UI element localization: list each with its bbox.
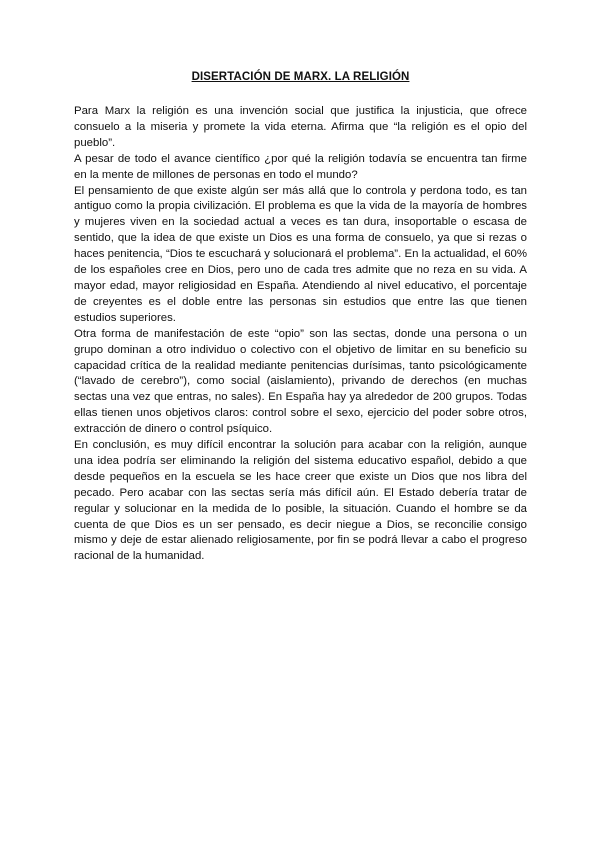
document-page bbox=[74, 70, 527, 565]
paragraph-intro: Para Marx la religión es una invención social que justifica la injusticia, que ofrece consuelo a la miseria y promete la vida eterna. Afirma que “la religión es el opio del pueblo”. bbox=[74, 105, 527, 149]
paragraph-sects: Otra forma de manifestación de este “opio” son las sectas, donde una persona o un grupo dominan a otro individuo o colectivo con el objetivo de limitar en su beneficio su capacidad crítica de la realidad mediante penitencias durísimas, tanto psicológicamente (“lavado de cerebro”), como social (aislamiento), privando de derechos (en muchas sectas una vez que entras, no sales). En España hay ya alrededor de 200 grupos. Todas ellas tienen unos objetivos claros: control sobre el sexo, ejercicio del poder sobre otros, extracción de dinero o control psíquico. bbox=[74, 327, 527, 436]
paragraph-analysis: El pensamiento de que existe algún ser más allá que lo controla y perdona todo, es tan antiguo como la propia civilización. El problema es que la vida de la mayoría de hombres y mujeres viven en la sociedad actual a veces es tan dura, insoportable o escasa de sentido, que la idea de que existe un Dios es una forma de consuelo, ya que si rezas o haces penitencia, “Dios te escuchará y solucionará el problema”. En la actualidad, el 60% de los españoles cree en Dios, pero uno de cada tres admite que no reza en su vida. A mayor edad, mayor religiosidad en España. Atendiendo al nivel educativo, el porcentaje de creyentes es el doble entre las personas sin estudios que entre las que tienen estudios superiores. bbox=[74, 184, 527, 324]
paragraph-conclusion: En conclusión, es muy difícil encontrar la solución para acabar con la religión, aunque una idea podría ser eliminando la religión del sistema educativo español, debido a que desde pequeños en la escuela se les hace creer que existe un Dios que nos libra del pecado. Pero acabar con las sectas sería más difícil aún. El Estado debería tratar de regular y solucionar en la medida de lo posible, la situación. Cuando el hombre se da cuenta de que Dios es un ser pensado, es decir niegue a Dios, se reconcilie consigo mismo y deje de estar alienado religiosamente, por fin se podrá llevar a cabo el progreso racional de la humanidad. bbox=[74, 439, 527, 563]
document-title: DISERTACIÓN DE MARX. LA RELIGIÓN bbox=[191, 71, 410, 83]
paragraph-question: A pesar de todo el avance científico ¿por qué la religión todavía se encuentra tan firme en la mente de millones de personas en todo el mundo? bbox=[74, 152, 527, 181]
